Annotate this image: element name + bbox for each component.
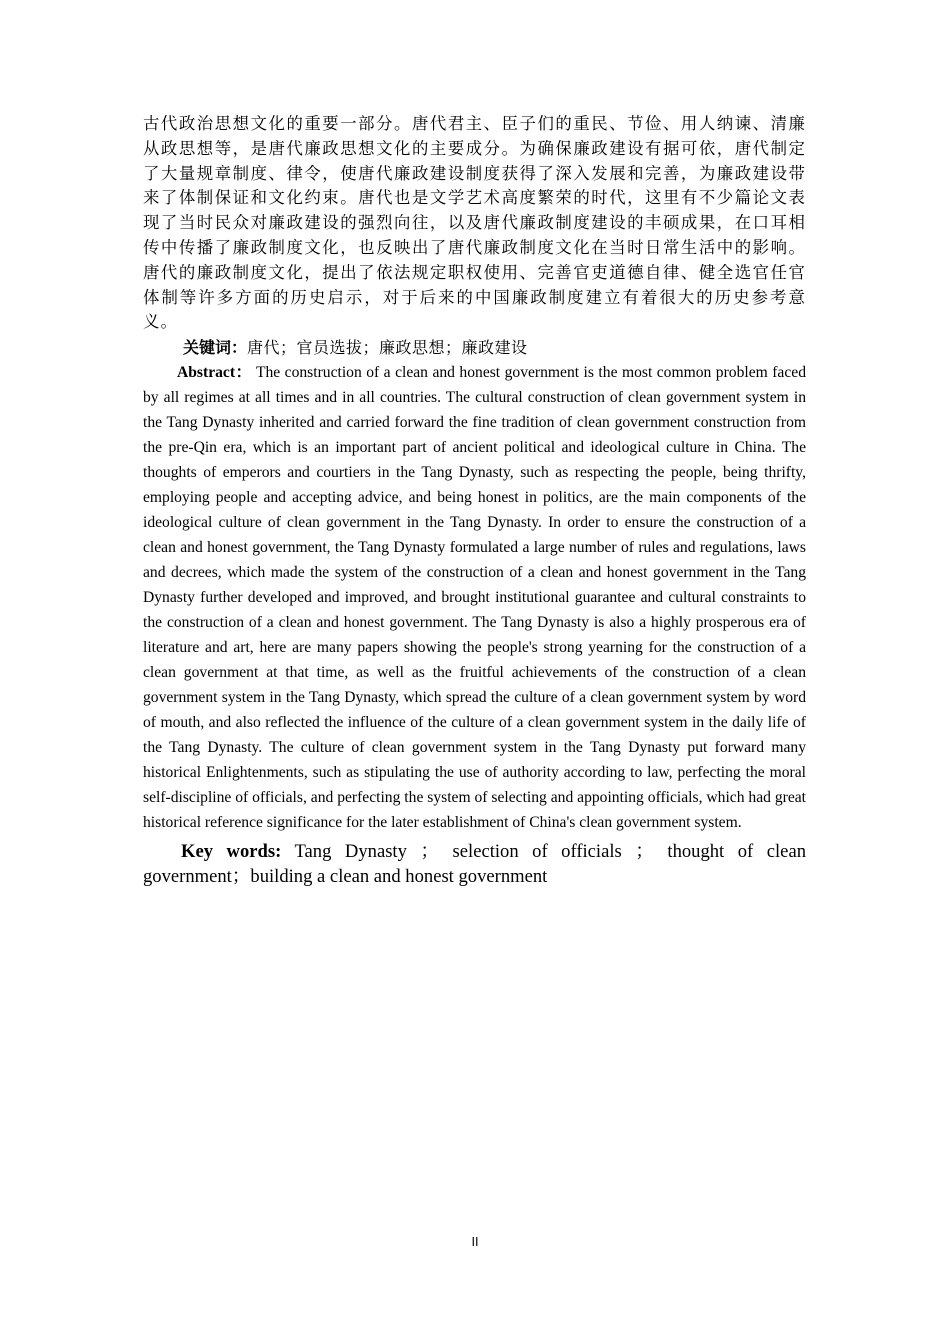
page-number: II xyxy=(471,1235,479,1249)
document-page xyxy=(143,112,806,889)
english-abstract-label: Abstract： xyxy=(177,364,252,382)
english-keywords xyxy=(143,839,806,889)
chinese-keywords-label: 关键词： xyxy=(183,338,248,358)
chinese-abstract-paragraph: 古代政治思想文化的重要一部分。唐代君主、臣子们的重民、节俭、用人纳谏、清廉从政思想等，是唐代廉政思想文化的主要成分。为确保廉政建设有据可依，唐代制定了大量规章制度、律令，使唐代廉政建设制度获得了深入发展和完善，为廉政建设带来了体制保证和文化约束。唐代也是文学艺术高度繁荣的时代，这里有不少篇论文表现了当时民众对廉政建设的强烈向往，以及唐代廉政制度建设的丰硕成果，在口耳相传中传播了廉政制度文化，也反映出了唐代廉政制度文化在当时日常生活中的影响。唐代的廉政制度文化，提出了依法规定职权使用、完善官吏道德自律、健全选官任官体制等许多方面的历史启示，对于后来的中国廉政制度建立有着很大的历史参考意义。 xyxy=(143,114,806,332)
english-abstract-text: The construction of a clean and honest government is the most common problem faced by all regimes at all times and in all countries. The cultural construction of clean government system in the Tang Dynasty inherited and carried forward the fine tradition of clean government construction from the pre-Qin era, which is an important part of ancient political and ideological culture in China. The thoughts of emperors and courtiers in the Tang Dynasty, such as respecting the people, being thrifty, employing people and accepting advice, and being honest in politics, are the main components of the ideological culture of clean government in the Tang Dynasty. In order to ensure the construction of a clean and honest government, the Tang Dynasty formulated a large number of rules and regulations, laws and decrees, which made the system of the construction of a clean and honest government in the Tang Dynasty further developed and improved, and brought institutional guarantee and cultural constraints to the construction of a clean and honest government. The Tang Dynasty is also a highly prosperous era of literature and art, here are many papers showing the people's strong yearning for the construction of a clean government at that time, as well as the fruitful achievements of the construction of a clean government system in the Tang Dynasty, which spread the culture of a clean government system by word of mouth, and also reflected the influence of the culture of a clean government system in the daily life of the Tang Dynasty. The culture of clean government system in the Tang Dynasty put forward many historical Enlightenments, such as stipulating the use of authority according to law, perfecting the moral self-discipline of officials, and perfecting the system of selecting and appointing officials, which had great historical reference significance for the later establishment of China's clean government system. xyxy=(143,364,806,832)
english-keywords-label: Key words: xyxy=(181,841,282,863)
chinese-keywords-value: 唐代；官员选拔；廉政思想；廉政建设 xyxy=(247,338,528,358)
english-abstract xyxy=(143,360,806,835)
chinese-keywords xyxy=(143,335,806,360)
english-keywords-value: Tang Dynasty ； selection of officials ； thought of clean government；building a clean and honest government xyxy=(143,841,806,888)
